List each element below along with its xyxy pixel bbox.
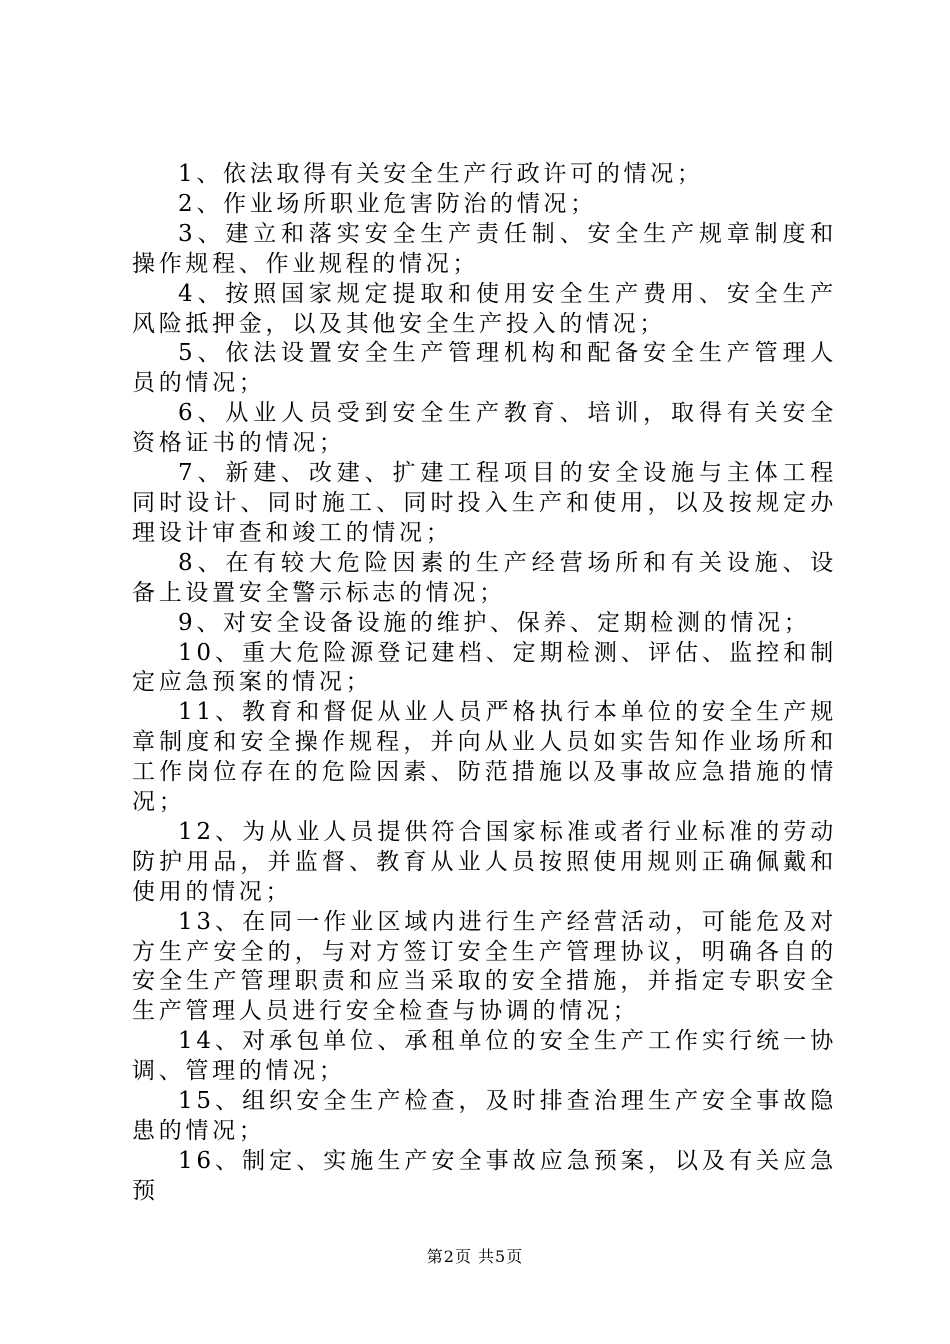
list-item: 15、组织安全生产检查，及时排查治理生产安全事故隐患的情况； (132, 1088, 837, 1144)
list-item: 16、制定、实施生产安全事故应急预案，以及有关应急预 (132, 1147, 837, 1204)
list-item: 5、依法设置安全生产管理机构和配备安全生产管理人员的情况； (132, 340, 837, 397)
list-item: 7、新建、改建、扩建工程项目的安全设施与主体工程同时设计、同时施工、同时投入生产和使用，以及按规定办理设计审查和竣工的情况； (132, 460, 837, 546)
list-item: 8、在有较大危险因素的生产经营场所和有关设施、设备上设置安全警示标志的情况； (132, 549, 837, 606)
list-item: 6、从业人员受到安全生产教育、培训，取得有关安全资格证书的情况； (132, 400, 837, 457)
document-body (132, 160, 837, 1207)
list-item: 12、为从业人员提供符合国家标准或者行业标准的劳动防护用品，并监督、教育从业人员按照使用规则正确佩戴和使用的情况； (132, 818, 837, 905)
list-item: 4、按照国家规定提取和使用安全生产费用、安全生产风险抵押金，以及其他安全生产投入的情况； (132, 280, 837, 337)
page-number-footer: 第2页 共5页 (426, 1247, 524, 1266)
list-item: 9、对安全设备设施的维护、保养、定期检测的情况； (178, 609, 811, 636)
list-item: 14、对承包单位、承租单位的安全生产工作实行统一协调、管理的情况； (132, 1028, 837, 1085)
list-item: 2、作业场所职业危害防治的情况； (178, 190, 597, 217)
list-item: 10、重大危险源登记建档、定期检测、评估、监控和制定应急预案的情况； (132, 639, 837, 696)
list-item: 13、在同一作业区域内进行生产经营活动，可能危及对方生产安全的，与对方签订安全生产管理协议，明确各自的安全生产管理职责和应当采取的安全措施，并指定专职安全生产管理人员进行安全检查与协调的情况； (132, 908, 837, 1025)
list-item: 1、依法取得有关安全生产行政许可的情况； (178, 161, 704, 187)
list-item: 3、建立和落实安全生产责任制、安全生产规章制度和操作规程、作业规程的情况； (132, 220, 837, 277)
list-item: 11、教育和督促从业人员严格执行本单位的安全生产规章制度和安全操作规程，并向从业人员如实告知作业场所和工作岗位存在的危险因素、防范措施以及事故应急措施的情况； (132, 699, 837, 816)
